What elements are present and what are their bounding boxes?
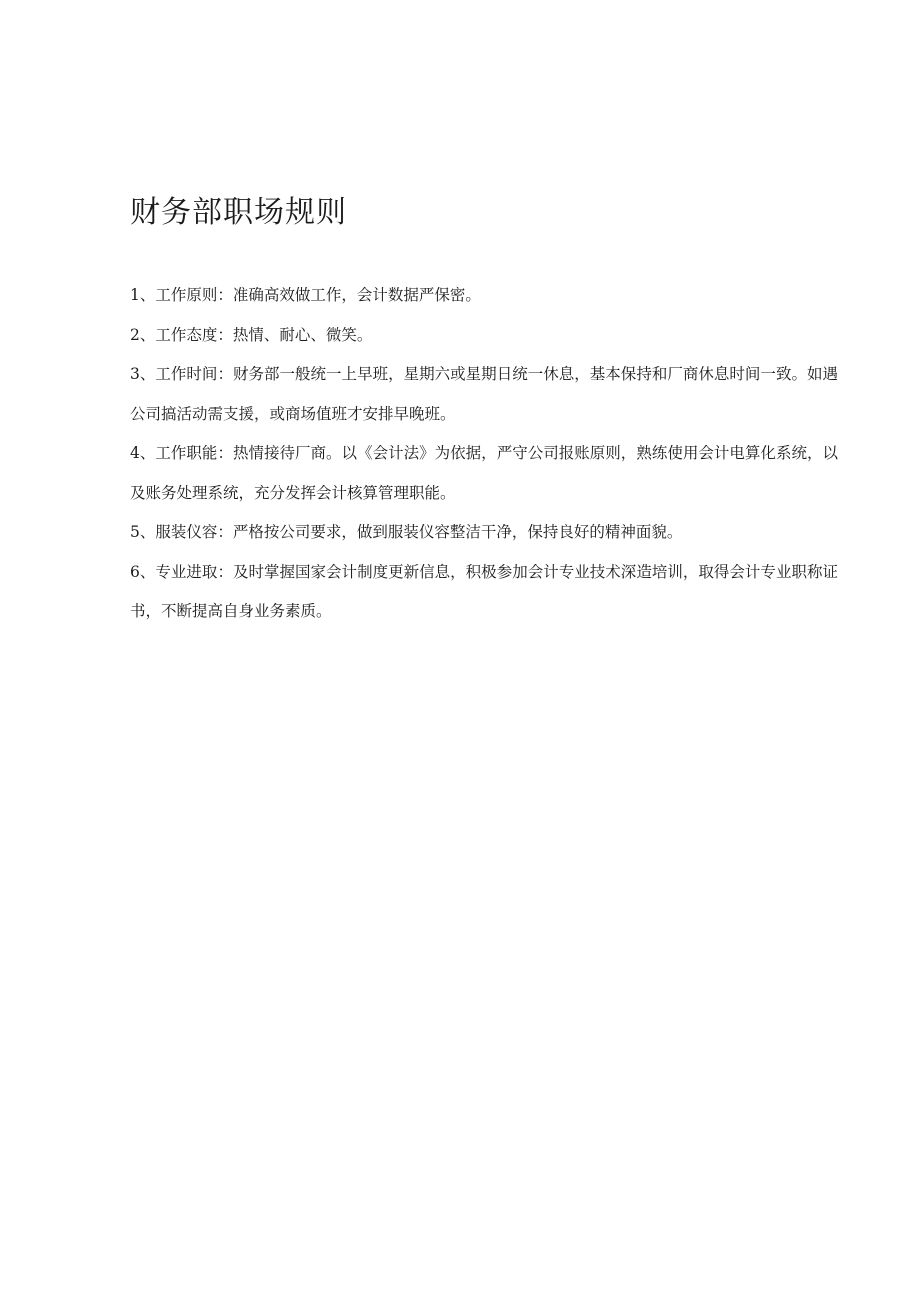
page-title: 财务部职场规则 bbox=[130, 195, 347, 230]
rules-list bbox=[130, 276, 838, 632]
rule-item: 3、工作时间：财务部一般统一上早班，星期六或星期日统一休息，基本保持和厂商休息时间一致。如遇公司搞活动需支援，或商场值班才安排早晚班。 bbox=[130, 365, 838, 423]
rule-item: 5、服装仪容：严格按公司要求，做到服装仪容整洁干净，保持良好的精神面貌。 bbox=[130, 523, 683, 541]
rule-item: 6、专业进取：及时掌握国家会计制度更新信息，积极参加会计专业技术深造培训，取得会计专业职称证书，不断提高自身业务素质。 bbox=[130, 562, 838, 620]
rule-item: 4、工作职能：热情接待厂商。以《会计法》为依据，严守公司报账原则，熟练使用会计电算化系统，以及账务处理系统，充分发挥会计核算管理职能。 bbox=[130, 444, 838, 502]
rule-item: 2、工作态度：热情、耐心、微笑。 bbox=[130, 325, 373, 344]
rule-item: 1、工作原则：准确高效做工作，会计数据严保密。 bbox=[130, 286, 481, 304]
